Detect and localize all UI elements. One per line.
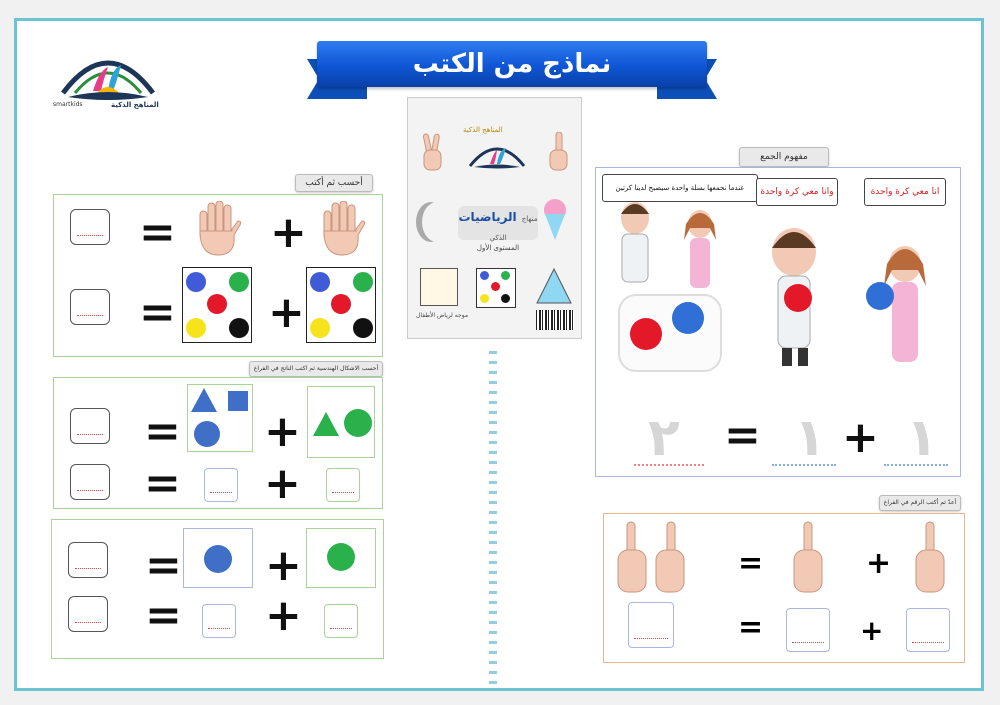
answer-box-small[interactable]: [204, 468, 238, 502]
concept-panel: [595, 167, 961, 477]
moon-icon: [422, 202, 452, 242]
circle-icon: [501, 294, 510, 303]
logo-icon: [466, 136, 528, 170]
logo-caption-en: smartkids: [53, 101, 83, 108]
boy-figure: [610, 198, 660, 294]
answer-box[interactable]: [68, 596, 108, 632]
face-card: [420, 268, 458, 306]
finger-icon: [422, 132, 444, 172]
ice-cream-icon: [540, 198, 570, 242]
operand-number: ١: [906, 408, 938, 468]
cover-title-box: [458, 206, 538, 252]
shape-card: [306, 528, 376, 588]
finger-icon: [614, 520, 690, 596]
plus-sign: +: [264, 458, 301, 509]
ball-red: [784, 284, 812, 312]
exercise-panel-2: [53, 377, 383, 509]
shapes-card: [187, 384, 253, 452]
worksheet-page: [14, 18, 984, 691]
ball-blue: [866, 282, 894, 310]
answer-box-small[interactable]: [906, 608, 950, 652]
cover-title-main: الرياضيات: [458, 210, 517, 224]
finger-icon: [548, 132, 570, 172]
plus-sign: +: [270, 207, 307, 258]
dots-card: [476, 268, 516, 308]
cover-bottom-text: موجه لرياض الأطفال: [416, 312, 469, 319]
equals-sign: =: [145, 590, 182, 641]
cover-level: المستوى الأول: [476, 244, 520, 252]
shape-card: [183, 528, 253, 588]
speech-bubble: عندما نجمعها بسلة واحدة سيصبح لدينا كرتين: [602, 174, 758, 202]
book-cover: [407, 97, 582, 339]
hand-icon: [196, 201, 242, 261]
equals-sign: =: [139, 287, 176, 338]
circle-icon: [186, 272, 206, 292]
exercise-panel-1: [53, 194, 383, 357]
shapes-card: [307, 386, 375, 458]
plus-sign: +: [264, 406, 301, 457]
plus-sign: +: [842, 412, 879, 463]
answer-line: [634, 464, 704, 466]
cover-title-suffix: الذكي: [489, 234, 507, 242]
answer-line: [772, 464, 836, 466]
dots-card: [306, 267, 376, 343]
equals-sign: =: [144, 406, 181, 457]
circle-icon: [353, 272, 373, 292]
circle-icon: [501, 271, 510, 280]
answer-box-small[interactable]: [628, 602, 674, 648]
square-icon: [228, 391, 248, 411]
hand-icon: [320, 201, 366, 261]
dots-card: [182, 267, 252, 343]
circle-icon: [229, 318, 249, 338]
answer-box-small[interactable]: [202, 604, 236, 638]
exercise-panel-3: [51, 519, 384, 659]
fingers-panel: [603, 513, 965, 663]
logo: [53, 41, 163, 113]
answer-box[interactable]: [68, 542, 108, 578]
ball-red: [630, 318, 662, 350]
speech-bubble: وانا معي كرة واحدة: [756, 178, 838, 206]
triangle-icon: [312, 411, 340, 437]
logo-caption-ar: المناهج الذكية: [111, 101, 159, 109]
answer-line: [884, 464, 948, 466]
operand-number: ١: [794, 408, 826, 468]
answer-box-small[interactable]: [326, 468, 360, 502]
circle-icon: [327, 543, 355, 571]
instruction-tag-2: أحسب الاشكال الهندسية ثم اكتب الناتج في الفراغ: [249, 361, 383, 377]
circle-icon: [344, 409, 372, 437]
plus-sign: +: [265, 540, 302, 591]
equals-sign: =: [738, 610, 764, 645]
circle-icon: [491, 282, 500, 291]
equals-sign: =: [738, 546, 764, 581]
plus-sign: +: [268, 287, 305, 338]
circle-icon: [480, 271, 489, 280]
circle-icon: [353, 318, 373, 338]
equals-sign: =: [145, 540, 182, 591]
circle-icon: [229, 272, 249, 292]
equals-sign: =: [724, 410, 761, 461]
circle-icon: [331, 294, 351, 314]
cover-top-text: المناهج الذكية: [463, 126, 503, 134]
cover-title-prefix: منهاج: [521, 215, 538, 223]
finger-icon: [910, 520, 950, 596]
girl-figure: [680, 206, 720, 292]
speech-bubble: انا معي كرة واحدة: [864, 178, 946, 206]
result-number: ٢: [648, 408, 680, 468]
instruction-tag-1: أحسب ثم أكتب: [295, 174, 373, 192]
answer-box[interactable]: [70, 408, 110, 444]
answer-box[interactable]: [70, 464, 110, 500]
circle-icon: [186, 318, 206, 338]
page-title: نماذج من الكتب: [317, 41, 707, 87]
basket: [618, 294, 722, 372]
ball-blue: [672, 302, 704, 334]
plus-sign: +: [860, 614, 884, 647]
triangle-icon: [190, 387, 218, 413]
divider: [489, 351, 497, 691]
barcode: [536, 310, 574, 330]
triangle-icon: [536, 268, 572, 304]
concept-tag: مفهوم الجمع: [739, 147, 829, 167]
plus-sign: +: [866, 546, 892, 581]
answer-box[interactable]: [70, 289, 110, 325]
circle-icon: [207, 294, 227, 314]
answer-box-small[interactable]: [786, 608, 830, 652]
circle-icon: [194, 421, 220, 447]
circle-icon: [310, 272, 330, 292]
plus-sign: +: [265, 590, 302, 641]
circle-icon: [480, 294, 489, 303]
instruction-tag-fingers: أعدّ ثم أكتب الرقم في الفراغ: [879, 495, 961, 511]
circle-icon: [204, 545, 232, 573]
circle-icon: [310, 318, 330, 338]
answer-box[interactable]: [70, 209, 110, 245]
answer-box-small[interactable]: [324, 604, 358, 638]
equals-sign: =: [139, 207, 176, 258]
equals-sign: =: [144, 458, 181, 509]
finger-icon: [788, 520, 828, 596]
